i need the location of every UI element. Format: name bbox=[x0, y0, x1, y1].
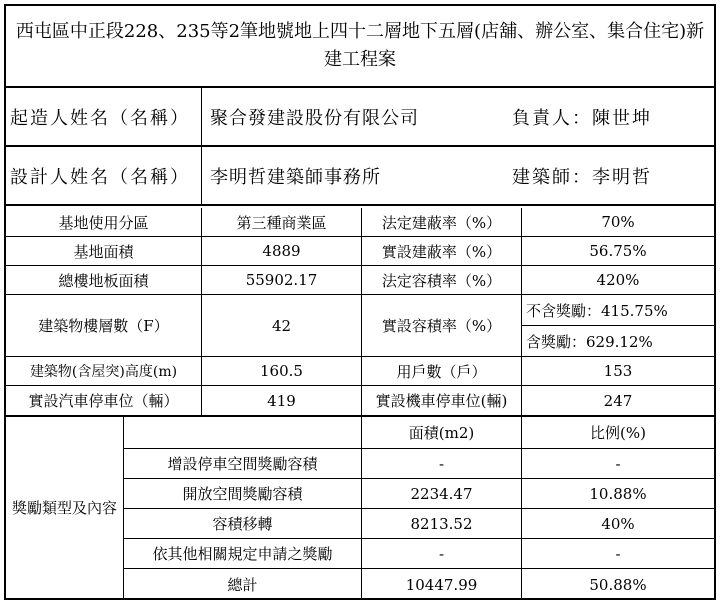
bonus-row-ratio: - bbox=[522, 449, 714, 479]
zoning-value: 第三種商業區 bbox=[202, 208, 362, 237]
zoning-label: 基地使用分區 bbox=[6, 208, 202, 237]
legal-coverage-label: 法定建蔽率（%） bbox=[362, 208, 522, 237]
builder-label: 起造人姓名（名稱） bbox=[6, 88, 202, 145]
area-label: 基地面積 bbox=[6, 237, 202, 266]
bonus-row-name: 容積移轉 bbox=[124, 509, 362, 539]
builder-person: 負責人：陳世坤 bbox=[512, 107, 652, 129]
bonus-area-header: 面積(m2) bbox=[362, 417, 522, 449]
floor-area-label: 總樓地板面積 bbox=[6, 266, 202, 295]
bonus-row-name: 依其他相關規定申請之獎勵 bbox=[124, 539, 362, 569]
legal-far-value: 420% bbox=[522, 266, 714, 295]
bonus-row-name: 開放空間獎勵容積 bbox=[124, 479, 362, 509]
far-without-bonus: 不含獎勵：415.75% bbox=[522, 295, 714, 326]
height-value: 160.5 bbox=[202, 357, 362, 386]
actual-far-label: 實設容積率（%） bbox=[362, 295, 522, 357]
bonus-row-area: 2234.47 bbox=[362, 479, 522, 509]
far-with-bonus: 含獎勵：629.12% bbox=[522, 326, 714, 357]
area-value: 4889 bbox=[202, 237, 362, 266]
height-label: 建築物(含屋突)高度(m) bbox=[6, 357, 202, 386]
project-title-text: 西屯區中正段228、235等2筆地號地上四十二層地下五層(店舖、辦公室、集合住宅)新建工程案 bbox=[15, 21, 705, 70]
designer-name: 李明哲建築師事務所 bbox=[210, 166, 381, 188]
bonus-category-text: 獎勵類型及內容 bbox=[11, 498, 117, 517]
households-label: 用戶數（戶） bbox=[362, 357, 522, 386]
bonus-total-area: 10447.99 bbox=[362, 569, 522, 600]
builder-name: 聚合發建設股份有限公司 bbox=[210, 107, 419, 129]
floors-label: 建築物樓層數（F） bbox=[6, 295, 202, 357]
bonus-row-area: 8213.52 bbox=[362, 509, 522, 539]
car-parking-value: 419 bbox=[202, 386, 362, 417]
car-parking-label: 實設汽車停車位（輛） bbox=[6, 386, 202, 417]
bonus-ratio-header: 比例(%) bbox=[522, 417, 714, 449]
actual-coverage-value: 56.75% bbox=[522, 237, 714, 266]
bonus-category-label bbox=[6, 417, 124, 598]
actual-coverage-label: 實設建蔽率（%） bbox=[362, 237, 522, 266]
bonus-row-ratio: 10.88% bbox=[522, 479, 714, 509]
floors-value: 42 bbox=[202, 295, 362, 357]
bonus-row-area: - bbox=[362, 539, 522, 569]
project-title bbox=[6, 6, 714, 88]
households-value: 153 bbox=[522, 357, 714, 386]
bonus-row-ratio: - bbox=[522, 539, 714, 569]
moto-parking-label: 實設機車停車位(輛) bbox=[362, 386, 522, 417]
moto-parking-value: 247 bbox=[522, 386, 714, 417]
legal-coverage-value: 70% bbox=[522, 208, 714, 237]
designer-row bbox=[6, 147, 714, 206]
builder-row bbox=[6, 88, 714, 147]
bonus-row-ratio: 40% bbox=[522, 509, 714, 539]
project-info-sheet bbox=[4, 4, 716, 600]
designer-person: 建築師：李明哲 bbox=[512, 166, 652, 188]
bonus-header-blank bbox=[124, 417, 362, 449]
bonus-row-area: - bbox=[362, 449, 522, 479]
legal-far-label: 法定容積率（%） bbox=[362, 266, 522, 295]
bonus-row-name: 增設停車空間獎勵容積 bbox=[124, 449, 362, 479]
floor-area-value: 55902.17 bbox=[202, 266, 362, 295]
designer-label: 設計人姓名（名稱） bbox=[6, 147, 202, 204]
bonus-total-ratio: 50.88% bbox=[589, 575, 647, 594]
bonus-total-name: 總計 bbox=[124, 569, 362, 600]
